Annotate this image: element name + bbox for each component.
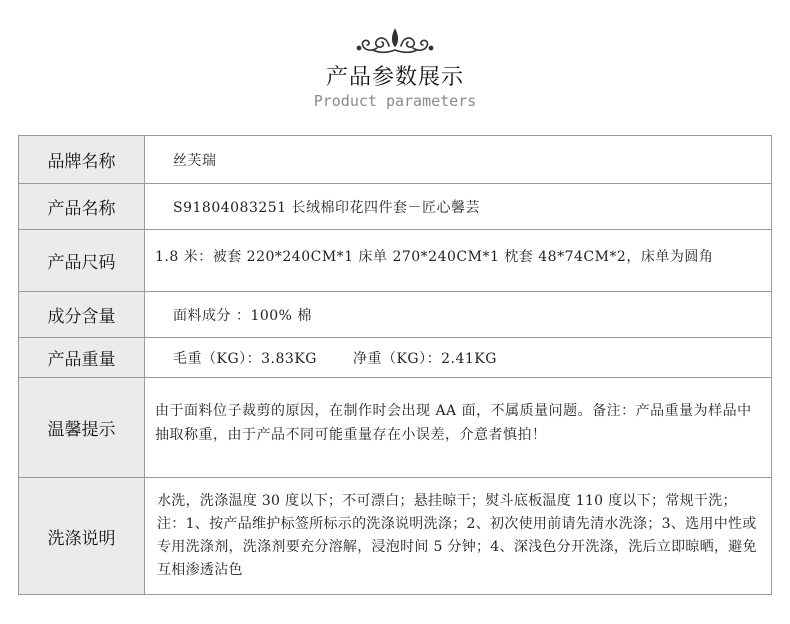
gross-weight: 毛重（KG）：3.83KG [173, 350, 317, 367]
row-value [145, 338, 771, 377]
table-row-washing [19, 478, 771, 594]
net-weight: 净重（KG）：2.41KG [352, 350, 497, 367]
row-value: 1.8 米：被套 220*240CM*1 床单 270*240CM*1 枕套 48*74CM*2，床单为圆角 [155, 248, 714, 265]
table-row-product-name [19, 184, 771, 230]
table-row-brand [19, 136, 771, 184]
row-value: 由于面料位子裁剪的原因，在制作时会出现 AA 面，不属质量问题。备注：产品重量为样品中抽取称重，由于产品不同可能重量存在小误差，介意者慎拍！ [155, 402, 752, 443]
row-label: 产品名称 [19, 184, 145, 229]
row-label: 产品重量 [19, 338, 145, 377]
parameters-table [18, 135, 772, 595]
row-value: 面料成分 ：100% 棉 [173, 307, 312, 324]
row-value: 丝芙瑞 [173, 152, 217, 169]
table-row-size [19, 230, 771, 292]
row-label: 产品尺码 [19, 230, 145, 291]
page-title: 产品参数展示 [325, 65, 464, 90]
page-subtitle: Product parameters [313, 92, 477, 110]
row-label: 成分含量 [19, 292, 145, 337]
page-header [0, 0, 790, 130]
table-row-notice [19, 378, 771, 478]
row-label: 温馨提示 [19, 378, 145, 477]
row-value: S91804083251 长绒棉印花四件套－匠心馨芸 [173, 199, 481, 216]
row-label: 洗涤说明 [19, 478, 145, 594]
table-row-weight [19, 338, 771, 378]
table-row-composition [19, 292, 771, 338]
row-label: 品牌名称 [19, 136, 145, 183]
flourish-ornament-icon [355, 26, 435, 58]
row-value: 水洗，洗涤温度 30 度以下；不可漂白；悬挂晾干；熨斗底板温度 110 度以下；常规干洗；注：1、按产品维护标签所标示的洗涤说明洗涤；2、初次使用前请先清水洗涤；3、选用中性或专用洗涤剂，洗涤剂要充分溶解，浸泡时间 5 分钟；4、深浅色分开洗涤，洗后立即晾晒，避免互相渗透沾色 [157, 493, 757, 578]
